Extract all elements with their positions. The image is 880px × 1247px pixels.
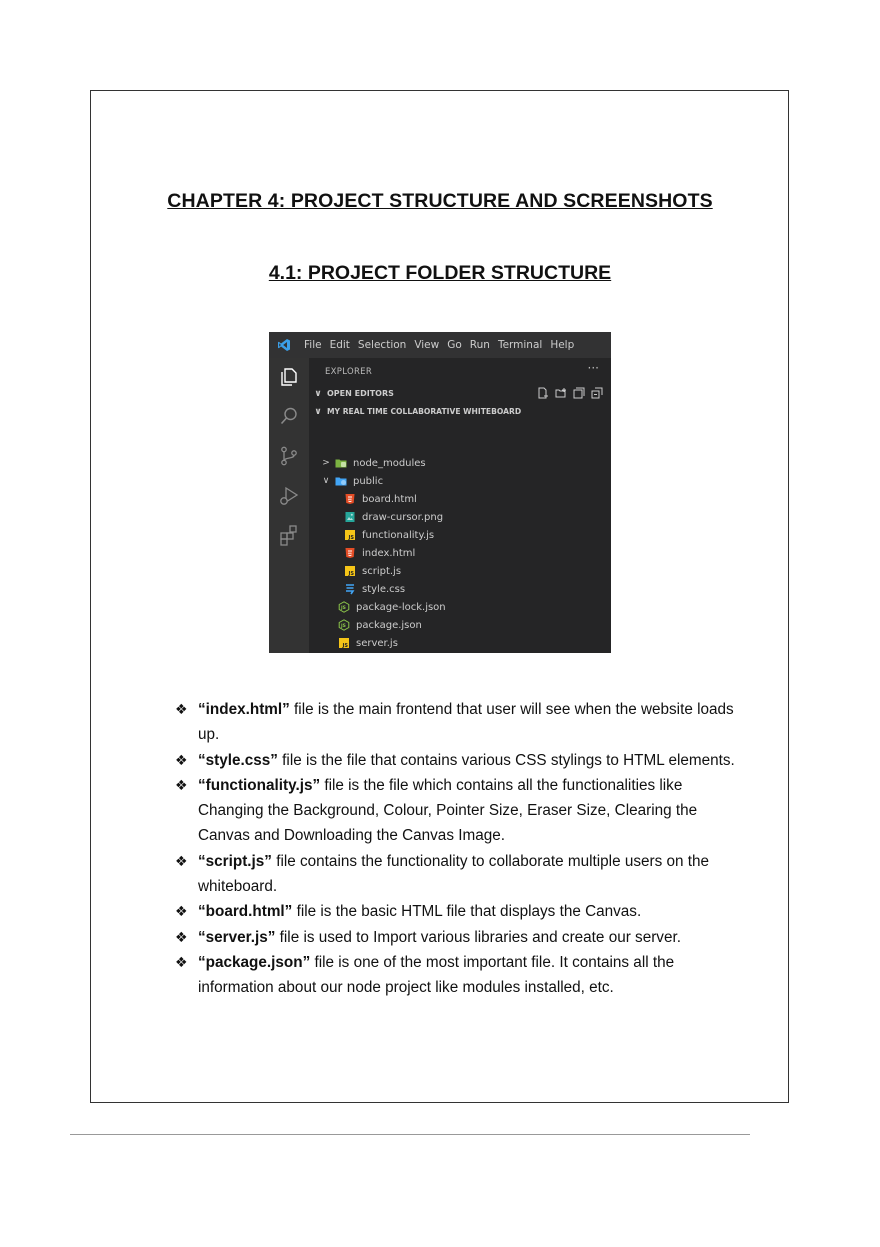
bullet-diamond-icon: ❖ <box>175 776 188 793</box>
menu-file[interactable]: File <box>304 339 322 351</box>
tree-item-server-js[interactable] <box>338 635 398 651</box>
file-description: file is the basic HTML file that displays the Canvas. <box>292 903 642 921</box>
more-actions-icon[interactable]: ··· <box>587 361 599 375</box>
extensions-icon[interactable] <box>278 524 300 546</box>
menu-view[interactable]: View <box>414 339 440 351</box>
svg-text:JS: JS <box>342 643 348 649</box>
source-control-icon[interactable] <box>278 445 300 467</box>
bullet-diamond-icon: ❖ <box>175 928 188 945</box>
explorer-panel <box>309 358 611 653</box>
svg-text:JS: JS <box>341 624 346 629</box>
file-description-list <box>175 697 735 1001</box>
tree-item-label: draw-cursor.png <box>362 511 444 523</box>
svg-text:JS: JS <box>341 606 346 611</box>
json-file-icon <box>338 619 350 631</box>
project-root-label: MY REAL TIME COLLABORATIVE WHITEBOARD <box>327 407 522 416</box>
run-debug-icon[interactable] <box>278 485 300 507</box>
search-icon[interactable] <box>278 405 300 427</box>
vscode-titlebar <box>269 332 611 358</box>
explorer-title: EXPLORER <box>325 367 373 377</box>
new-file-icon[interactable] <box>537 387 549 399</box>
list-item <box>175 899 735 924</box>
svg-text:JS: JS <box>348 571 354 577</box>
json-file-icon <box>338 601 350 613</box>
tree-item-label: node_modules <box>353 457 426 469</box>
tree-item-style-css[interactable] <box>344 581 405 597</box>
menu-edit[interactable]: Edit <box>329 339 350 351</box>
tree-item-node-modules[interactable] <box>321 455 426 471</box>
svg-text:JS: JS <box>348 535 354 541</box>
tree-item-label: public <box>353 475 384 487</box>
list-item <box>175 950 735 1001</box>
tree-item-label: server.js <box>356 637 398 649</box>
list-item <box>175 849 735 900</box>
chevron-down-icon: ∨ <box>322 476 330 486</box>
project-root-section[interactable] <box>313 407 521 417</box>
menu-terminal[interactable]: Terminal <box>497 339 543 351</box>
file-term: “server.js” <box>198 928 276 946</box>
bullet-diamond-icon: ❖ <box>175 953 188 970</box>
files-icon[interactable] <box>278 366 300 388</box>
tree-item-label: package-lock.json <box>356 601 446 613</box>
tree-item-label: index.html <box>362 547 416 559</box>
tree-item-label: functionality.js <box>362 529 435 541</box>
file-description: file is the file which contains all the functionalities like Changing the Background, Colour, Pointer Size, Eraser Size, Clearing the Canvas and Downloading the Canvas Image. <box>198 776 698 845</box>
html-file-icon <box>344 493 356 505</box>
tree-item-functionality-js[interactable] <box>344 527 434 543</box>
js-file-icon <box>338 637 350 649</box>
explorer-actions <box>537 387 603 399</box>
menu-help[interactable]: Help <box>550 339 575 351</box>
chevron-down-icon: ∨ <box>314 389 322 399</box>
vscode-menubar <box>304 332 574 358</box>
collapse-all-icon[interactable] <box>591 387 603 399</box>
js-file-icon <box>344 529 356 541</box>
tree-item-label: package.json <box>356 619 422 631</box>
chapter-title: CHAPTER 4: PROJECT STRUCTURE AND SCREENSHOTS <box>167 190 713 212</box>
menu-go[interactable]: Go <box>447 339 462 351</box>
list-item <box>175 748 735 773</box>
image-file-icon <box>344 511 356 523</box>
list-item <box>175 925 735 950</box>
tree-item-label: board.html <box>362 493 417 505</box>
tree-item-board-html[interactable] <box>344 491 417 507</box>
menu-run[interactable]: Run <box>469 339 490 351</box>
tree-item-package-lock-json[interactable] <box>338 599 446 615</box>
html-file-icon <box>344 547 356 559</box>
bullet-diamond-icon: ❖ <box>175 751 188 768</box>
bullet-diamond-icon: ❖ <box>175 852 188 869</box>
file-term: “board.html” <box>198 903 293 921</box>
tree-item-index-html[interactable] <box>344 545 415 561</box>
file-term: “functionality.js” <box>198 776 321 794</box>
folder-icon <box>335 475 347 487</box>
chevron-down-icon: ∨ <box>314 407 322 417</box>
tree-item-script-js[interactable] <box>344 563 401 579</box>
footer-divider <box>70 1134 750 1135</box>
list-item <box>175 697 735 748</box>
file-description: file is one of the most important file. It contains all the information about our node project like modules installed, etc. <box>198 953 675 997</box>
vscode-logo-icon <box>277 338 291 352</box>
list-item <box>175 773 735 849</box>
bullet-diamond-icon: ❖ <box>175 701 188 717</box>
file-term: “package.json” <box>198 953 311 971</box>
vscode-screenshot <box>269 332 611 653</box>
folder-icon <box>335 457 347 469</box>
activity-bar <box>269 358 309 653</box>
js-file-icon <box>344 565 356 577</box>
tree-item-label: script.js <box>362 565 402 577</box>
css-file-icon <box>344 583 356 595</box>
bullet-diamond-icon: ❖ <box>175 903 188 920</box>
tree-item-label: style.css <box>362 583 406 595</box>
file-term: “script.js” <box>198 852 272 870</box>
file-description: file is the file that contains various CSS stylings to HTML elements. <box>277 751 735 769</box>
tree-item-draw-cursor-png[interactable] <box>344 509 443 525</box>
open-editors-label: OPEN EDITORS <box>327 389 394 398</box>
open-editors-section[interactable] <box>313 389 394 399</box>
file-term: “index.html” <box>198 701 290 718</box>
menu-selection[interactable]: Selection <box>357 339 407 351</box>
chevron-right-icon: > <box>322 458 330 468</box>
new-folder-icon[interactable] <box>555 387 567 399</box>
refresh-icon[interactable] <box>573 387 585 399</box>
tree-item-public[interactable] <box>321 473 383 489</box>
section-title: 4.1: PROJECT FOLDER STRUCTURE <box>268 262 612 284</box>
file-term: “style.css” <box>198 751 278 769</box>
tree-item-package-json[interactable] <box>338 617 422 633</box>
file-description: file is used to Import various libraries and create our server. <box>275 928 681 946</box>
file-description: file is the main frontend that user will see when the website loads up. <box>198 701 734 744</box>
file-description: file contains the functionality to collaborate multiple users on the whiteboard. <box>198 852 710 896</box>
